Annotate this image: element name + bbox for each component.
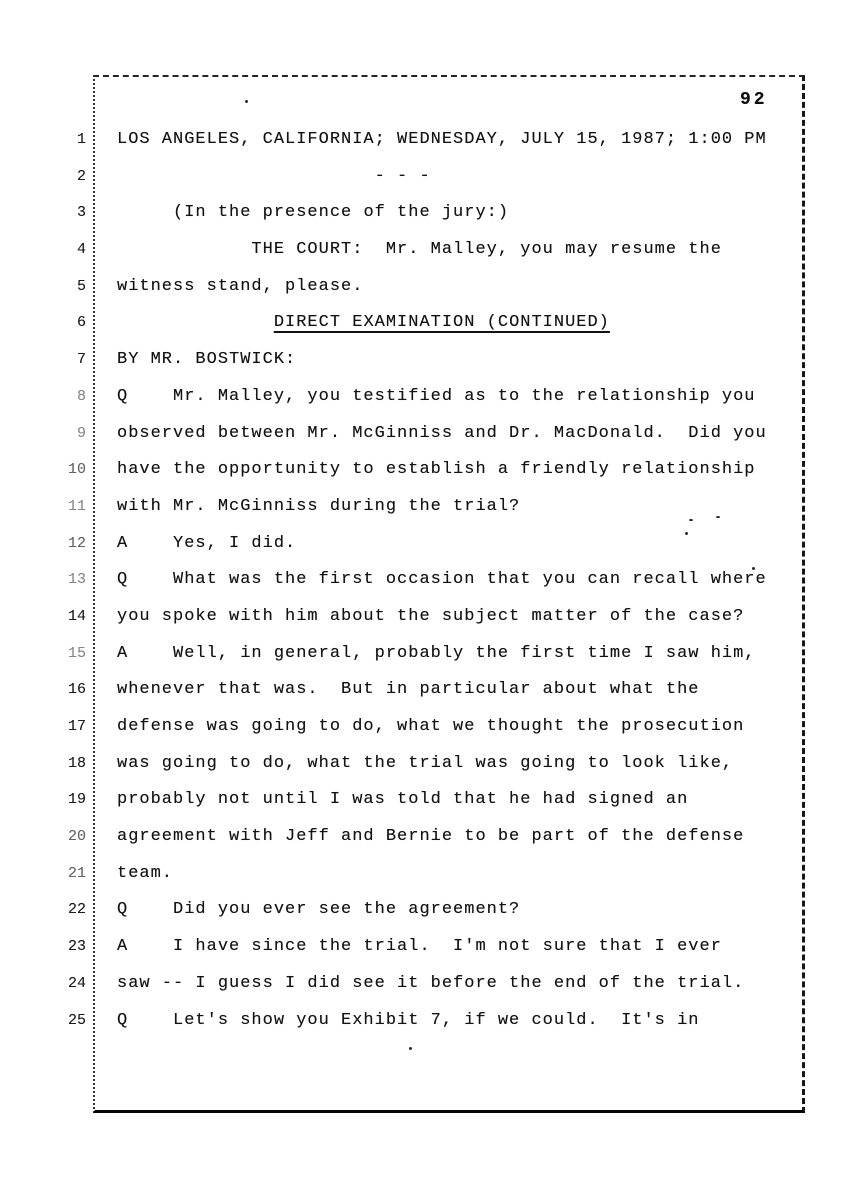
line-text: THE COURT: Mr. Malley, you may resume the bbox=[251, 240, 722, 260]
line-text: whenever that was. But in particular about what the bbox=[117, 680, 700, 700]
line-number: 9 bbox=[76, 424, 86, 442]
line-number: 12 bbox=[67, 534, 86, 552]
line-text: A Well, in general, probably the first time I saw him, bbox=[117, 643, 756, 663]
line-text: - - - bbox=[374, 166, 431, 186]
transcript-line bbox=[56, 892, 804, 929]
line-text: you spoke with him about the subject matter of the case? bbox=[117, 606, 745, 626]
line-number: 21 bbox=[67, 864, 86, 882]
transcript-line bbox=[56, 305, 804, 342]
line-number: 14 bbox=[67, 607, 86, 625]
scan-speck bbox=[685, 532, 688, 535]
line-text: LOS ANGELES, CALIFORNIA; WEDNESDAY, JULY 15, 1987; 1:00 PM bbox=[117, 130, 767, 149]
transcript-line bbox=[56, 526, 804, 563]
scan-speck bbox=[689, 519, 693, 521]
transcript-line bbox=[56, 1003, 804, 1040]
line-text: Q Did you ever see the agreement? bbox=[117, 900, 521, 920]
line-number: 3 bbox=[76, 204, 86, 222]
page-number: 92 bbox=[740, 90, 768, 110]
line-text: was going to do, what the trial was going to look like, bbox=[117, 753, 734, 773]
scan-speck bbox=[245, 100, 248, 103]
transcript-line bbox=[56, 195, 804, 232]
line-number: 22 bbox=[67, 901, 86, 919]
line-text: BY MR. BOSTWICK: bbox=[117, 350, 297, 370]
transcript-line bbox=[56, 636, 804, 673]
line-number: 5 bbox=[76, 277, 86, 295]
transcript-line bbox=[56, 672, 804, 709]
line-text: Q Mr. Malley, you testified as to the relationship you bbox=[117, 386, 756, 406]
transcript-body bbox=[56, 122, 804, 1039]
line-number: 23 bbox=[67, 938, 86, 956]
transcript-line bbox=[56, 159, 804, 196]
scan-speck bbox=[752, 567, 755, 570]
line-text: observed between Mr. McGinniss and Dr. MacDonald. Did you bbox=[117, 423, 767, 443]
transcript-line bbox=[56, 269, 804, 306]
line-number: 11 bbox=[67, 497, 86, 515]
line-number: 10 bbox=[67, 461, 86, 479]
line-number: 16 bbox=[67, 681, 86, 699]
line-text: probably not until I was told that he had signed an bbox=[117, 790, 689, 810]
transcript-line bbox=[56, 929, 804, 966]
line-text: Q Let's show you Exhibit 7, if we could. It's in bbox=[117, 1010, 700, 1030]
scan-speck bbox=[716, 516, 720, 518]
line-number: 24 bbox=[67, 974, 86, 992]
line-number: 8 bbox=[76, 387, 86, 405]
transcript-line bbox=[56, 819, 804, 856]
transcript-line bbox=[56, 122, 804, 159]
line-number: 2 bbox=[76, 167, 86, 185]
line-number: 4 bbox=[76, 241, 86, 259]
line-text: witness stand, please. bbox=[117, 276, 364, 296]
line-number: 7 bbox=[76, 351, 86, 369]
transcript-line bbox=[56, 232, 804, 269]
line-text: with Mr. McGinniss during the trial? bbox=[117, 496, 521, 516]
line-number: 1 bbox=[76, 131, 86, 148]
line-number: 13 bbox=[67, 571, 86, 589]
line-text: agreement with Jeff and Bernie to be part of the defense bbox=[117, 827, 745, 847]
transcript-line bbox=[56, 709, 804, 746]
transcript-line bbox=[56, 562, 804, 599]
line-text: (In the presence of the jury:) bbox=[173, 203, 510, 223]
transcript-line bbox=[56, 452, 804, 489]
line-number: 6 bbox=[76, 314, 86, 332]
line-number: 15 bbox=[67, 644, 86, 662]
line-text: A I have since the trial. I'm not sure that I ever bbox=[117, 937, 722, 957]
transcript-line bbox=[56, 416, 804, 453]
line-number: 19 bbox=[67, 791, 86, 809]
line-number: 18 bbox=[67, 754, 86, 772]
line-number: 25 bbox=[67, 1011, 86, 1029]
transcript-line bbox=[56, 782, 804, 819]
transcript-line bbox=[56, 342, 804, 379]
line-text: saw -- I guess I did see it before the end of the trial. bbox=[117, 973, 745, 993]
line-text: have the opportunity to establish a friendly relationship bbox=[117, 460, 756, 480]
scan-speck bbox=[409, 1047, 412, 1050]
transcript-line bbox=[56, 746, 804, 783]
transcript-line bbox=[56, 856, 804, 893]
line-number: 20 bbox=[67, 828, 86, 846]
line-text: Q What was the first occasion that you can recall where bbox=[117, 570, 767, 590]
transcript-line bbox=[56, 966, 804, 1003]
line-text: defense was going to do, what we thought the prosecution bbox=[117, 717, 745, 736]
transcript-line bbox=[56, 599, 804, 636]
transcript-line bbox=[56, 379, 804, 416]
line-text: team. bbox=[117, 863, 174, 883]
line-text: A Yes, I did. bbox=[117, 533, 297, 553]
line-number: 17 bbox=[67, 718, 86, 735]
line-text: DIRECT EXAMINATION (CONTINUED) bbox=[273, 313, 610, 333]
